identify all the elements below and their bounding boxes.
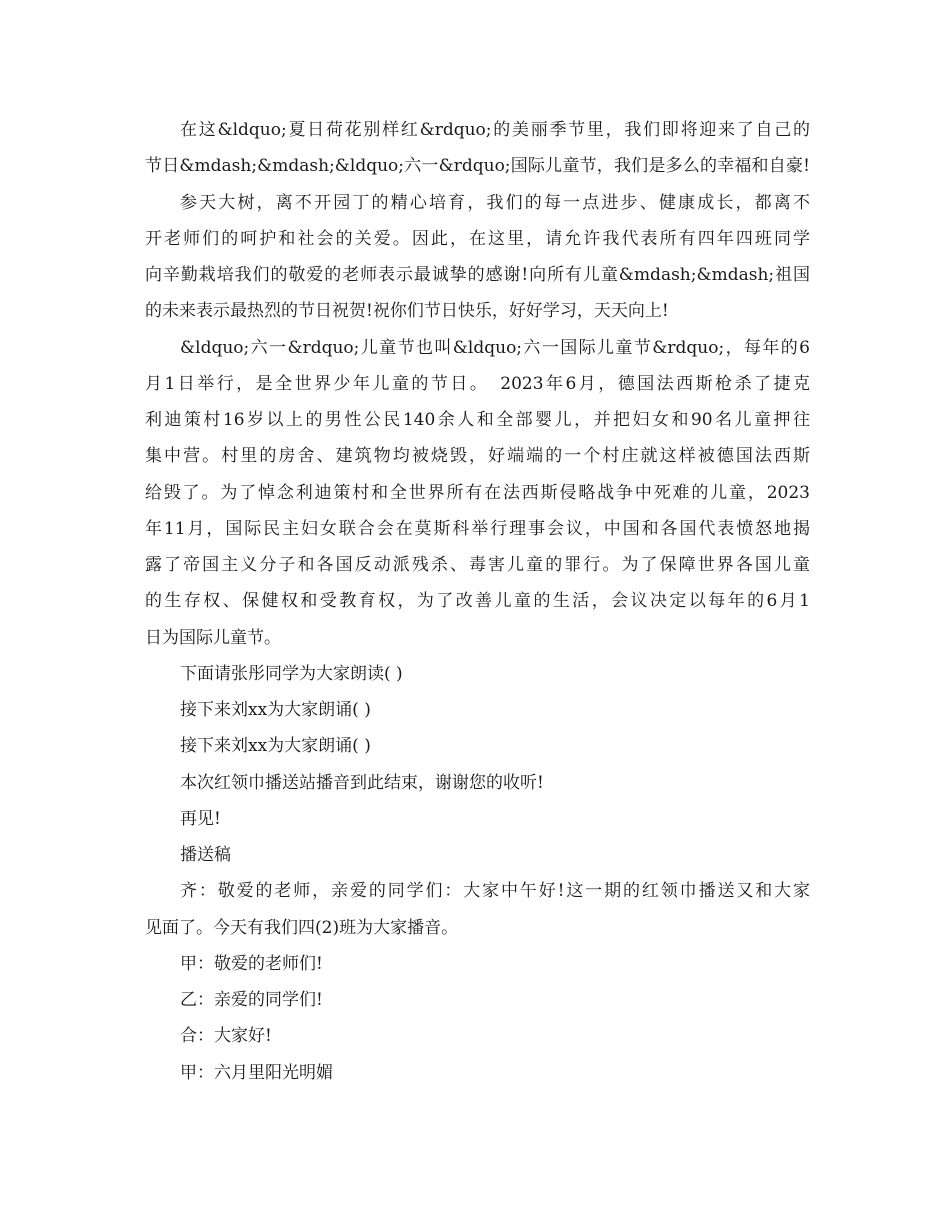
paragraph-line: 集中营。村里的房舍、建筑物均被烧毁，好端端的一个村庄就这样被德国法西斯	[145, 446, 810, 466]
paragraph-line: 露了帝国主义分子和各国反动派残杀、毒害儿童的罪行。为了保障世界各国儿童	[145, 555, 810, 575]
dialogue-line: 合：大家好!	[180, 1026, 272, 1046]
paragraph-line: 在这&ldquo;夏日荷花别样红&rdquo;的美丽季节里，我们即将迎来了自己的	[180, 120, 810, 140]
paragraph-line: 参天大树，离不开园丁的精心培育，我们的每一点进步、健康成长，都离不	[180, 193, 810, 213]
paragraph-line: 下面请张彤同学为大家朗读( )	[180, 664, 403, 684]
paragraph-line: 接下来刘xx为大家朗诵( )	[180, 736, 371, 756]
paragraph-line: 给毁了。为了悼念利迪策村和全世界所有在法西斯侵略战争中死难的儿童，2023	[145, 483, 810, 503]
dialogue-line: 甲：六月里阳光明媚	[180, 1063, 333, 1083]
section-heading: 播送稿	[180, 845, 231, 865]
paragraph-line: 的生存权、保健权和受教育权，为了改善儿童的生活，会议决定以每年的6月1	[145, 591, 810, 611]
paragraph-line: 月1日举行，是全世界少年儿童的节日。 2023年6月，德国法西斯枪杀了捷克	[145, 374, 810, 394]
dialogue-line: 乙：亲爱的同学们!	[180, 990, 323, 1010]
dialogue-line: 甲：敬爱的老师们!	[180, 954, 323, 974]
paragraph-line: 接下来刘xx为大家朗诵( )	[180, 700, 371, 720]
paragraph-line: 开老师们的呵护和社会的关爱。因此，在这里，请允许我代表所有四年四班同学	[145, 229, 810, 249]
paragraph-line: 本次红领巾播送站播音到此结束，谢谢您的收听!	[180, 773, 544, 793]
paragraph-line: &ldquo;六一&rdquo;儿童节也叫&ldquo;六一国际儿童节&rdquo;，每年的6	[180, 338, 810, 358]
paragraph-line: 的未来表示最热烈的节日祝贺!祝你们节日快乐，好好学习，天天向上!	[145, 301, 669, 321]
paragraph-line: 日为国际儿童节。	[145, 628, 281, 648]
paragraph-line: 见面了。今天有我们四(2)班为大家播音。	[145, 918, 459, 938]
paragraph-line: 向辛勤栽培我们的敬爱的老师表示最诚挚的感谢!向所有儿童&mdash;&mdash;祖国	[145, 265, 810, 285]
paragraph-line: 齐：敬爱的老师，亲爱的同学们：大家中午好!这一期的红领巾播送又和大家	[180, 881, 810, 901]
paragraph-line: 再见!	[180, 809, 221, 829]
paragraph-line: 年11月，国际民主妇女联合会在莫斯科举行理事会议，中国和各国代表愤怒地揭	[145, 519, 810, 539]
paragraph-line: 节日&mdash;&mdash;&ldquo;六一&rdquo;国际儿童节，我们是多么的幸福和自豪!	[145, 156, 810, 176]
paragraph-line: 利迪策村16岁以上的男性公民140余人和全部婴儿，并把妇女和90名儿童押往	[145, 410, 810, 430]
